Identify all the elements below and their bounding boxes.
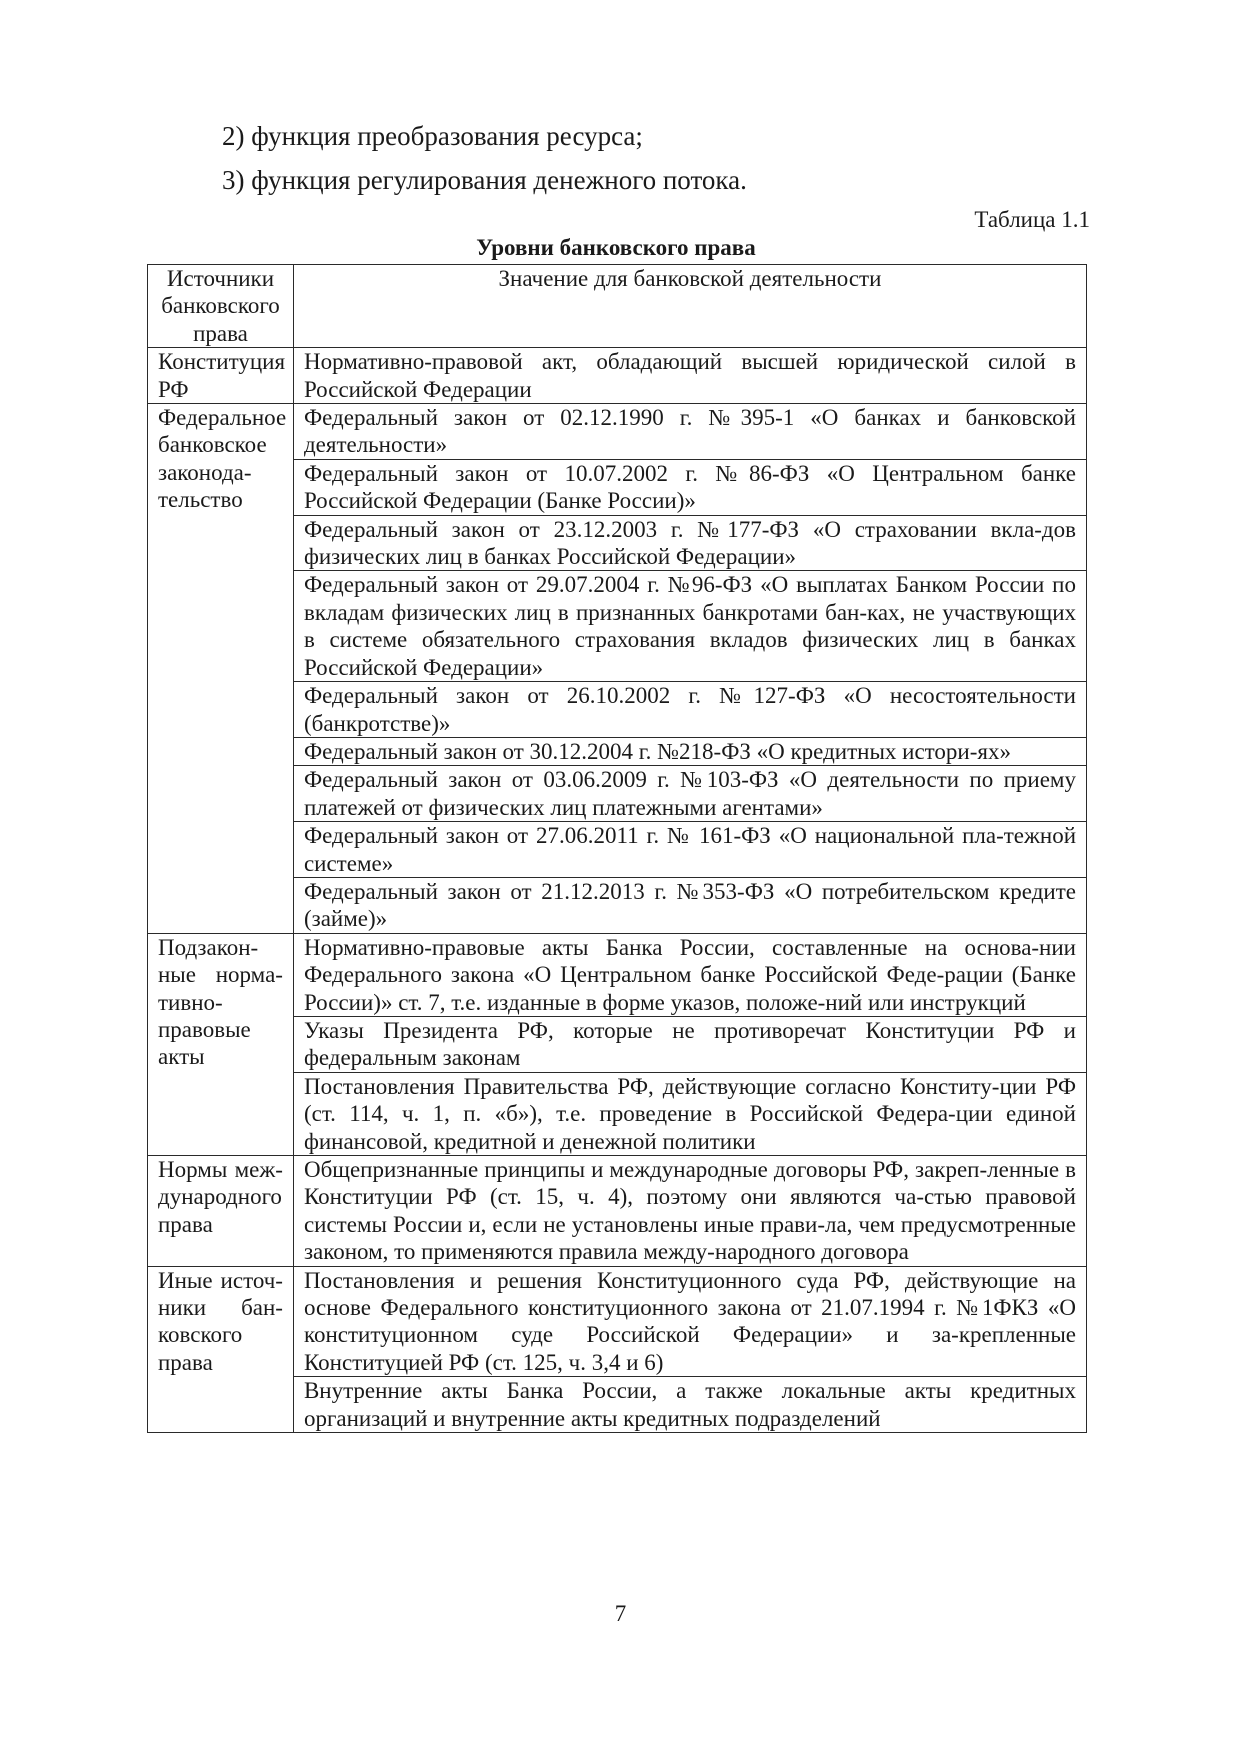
table-title: Уровни банковского права (476, 235, 756, 260)
table-row (148, 1156, 1087, 1267)
meaning-cell: Нормативно-правовой акт, обладающий высшей юридической силой в Российской Федерации (293, 348, 1086, 404)
table-body (148, 348, 1087, 1433)
table-row (148, 933, 1087, 1016)
source-cell: Нормы меж-дународного права (148, 1156, 294, 1267)
source-cell: Федеральное банковское законода-тельство (148, 404, 294, 934)
meaning-cell: Общепризнанные принципы и международные договоры РФ, закреп-ленные в Конституции РФ (ст. 15, ч. 4), поэтому они являются ча-стью правовой системы России и, если не установлены иные прави-ла, чем предусмотренные законом, то применяются правила между-народного договора (293, 1156, 1086, 1267)
meaning-cell: Внутренние акты Банка России, а также локальные акты кредитных организаций и внутренние акты кредитных подразделений (293, 1377, 1086, 1433)
table-number: Таблица 1.1 (974, 207, 1090, 232)
meaning-cell: Федеральный закон от 21.12.2013 г. №353-ФЗ «О потребительском кредите (займе)» (293, 877, 1086, 933)
meaning-cell: Постановления Правительства РФ, действующие согласно Конститу-ции РФ (ст. 114, ч. 1, п. «б»), т.е. проведение в Российской Федера-ции единой финансовой, кредитной и денежной политики (293, 1072, 1086, 1155)
source-cell: Иные источ-ники бан-ковского права (148, 1266, 294, 1432)
meaning-cell: Нормативно-правовые акты Банка России, составленные на основа-нии Федерального закона «О Центральном банке Российской Феде-рации (Банке России)» ст. 7, т.е. изданные в форме указов, положе-ний или инструкций (293, 933, 1086, 1016)
table-row (148, 348, 1087, 404)
source-cell: Подзакон-ные норма-тивно-правовые акты (148, 933, 294, 1155)
meaning-cell: Федеральный закон от 30.12.2004 г. №218-ФЗ «О кредитных истори-ях» (293, 737, 1086, 765)
meaning-cell: Федеральный закон от 26.10.2002 г. №127-ФЗ «О несостоятельности (банкротстве)» (293, 682, 1086, 738)
meaning-cell: Федеральный закон от 03.06.2009 г. №103-ФЗ «О деятельности по приему платежей от физических лиц платежными агентами» (293, 766, 1086, 822)
header-meaning: Значение для банковской деятельности (293, 265, 1086, 348)
list-item-cashflow-function: 3) функция регулирования денежного потока. (222, 165, 747, 195)
source-cell: Конституция РФ (148, 348, 294, 404)
page-number: 7 (614, 1601, 627, 1626)
banking-law-levels-table (147, 264, 1087, 1433)
meaning-cell: Указы Президента РФ, которые не противоречат Конституции РФ и федеральным законам (293, 1016, 1086, 1072)
meaning-cell: Федеральный закон от 27.06.2011 г. № 161-ФЗ «О национальной пла-тежной системе» (293, 822, 1086, 878)
header-source: Источники банковского права (148, 265, 294, 348)
table-row (148, 404, 1087, 460)
list-item-resource-function: 2) функция преобразования ресурса; (222, 121, 643, 151)
meaning-cell: Постановления и решения Конституционного суда РФ, действующие на основе Федерального конституционного закона от 21.07.1994 г. №1ФКЗ «О конституционном суде Российской Федерации» и за-крепленные Конституцией РФ (ст. 125, ч. 3,4 и 6) (293, 1266, 1086, 1377)
meaning-cell: Федеральный закон от 23.12.2003 г. №177-ФЗ «О страховании вкла-дов физических лиц в банках Российской Федерации» (293, 515, 1086, 571)
table-header-row (148, 265, 1087, 348)
table-row (148, 1266, 1087, 1377)
meaning-cell: Федеральный закон от 29.07.2004 г. №96-ФЗ «О выплатах Банком России по вкладам физических лиц в признанных банкротами бан-ках, не участвующих в системе обязательного страхования вкладов физических лиц в банках Российской Федерации» (293, 571, 1086, 682)
meaning-cell: Федеральный закон от 02.12.1990 г. №395-1 «О банках и банковской деятельности» (293, 404, 1086, 460)
meaning-cell: Федеральный закон от 10.07.2002 г. №86-ФЗ «О Центральном банке Российской Федерации (Банке России)» (293, 459, 1086, 515)
